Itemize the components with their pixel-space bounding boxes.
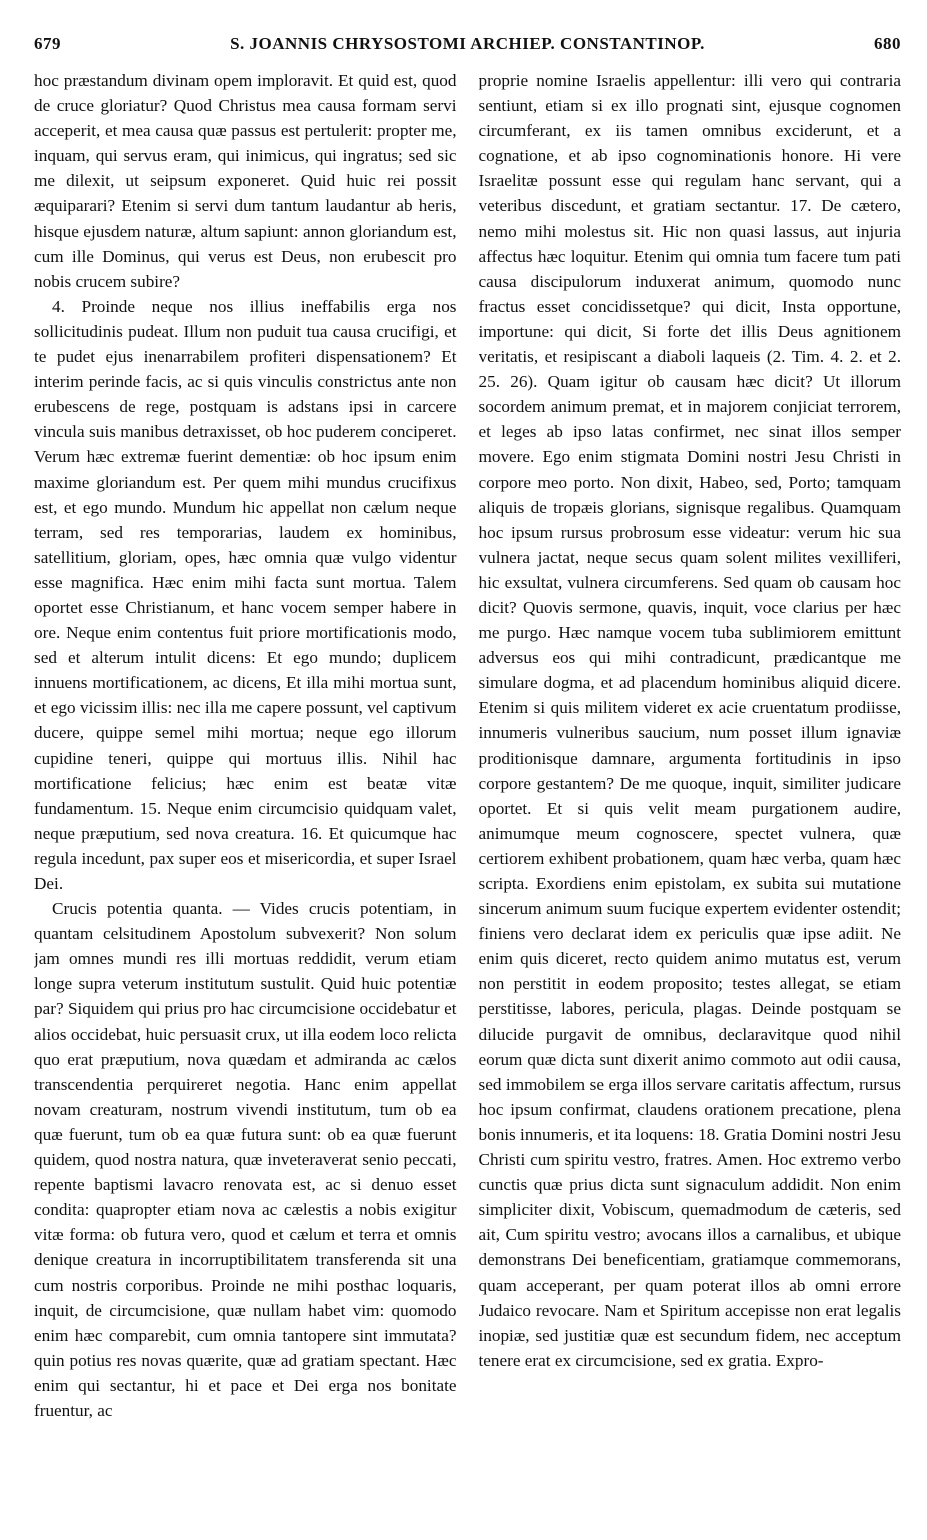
text-columns (34, 68, 901, 1538)
page-number-right: 680 (874, 34, 901, 53)
running-header (34, 34, 901, 62)
running-title: S. JOANNIS CHRYSOSTOMI ARCHIEP. CONSTANTINOP. (230, 34, 705, 53)
paragraph: 4. Proinde neque nos illius ineffabilis erga nos sollicitudinis pudeat. Illum non puduit tua causa crucifigi, et te pudet ejus inenarrabilem profiteri dispensationem? Et interim perinde facis, ac si quis vinculis constrictus ante non erubescens de rege, postquam is adstans ipsi in carcere vincula suis manibus detraxisset, ob hoc puderem conciperet. Verum hæc extremæ fuerint dementiæ: ob hoc ipsum enim maxime gloriandum est. Per quem mihi mundus crucifixus est, et ego mundo. Mundum hic appellat non cælum neque terram, sed res temporarias, laudem ex hominibus, satellitium, gloriam, opes, hæc omnia quæ vulgo videntur esse magnifica. Hæc enim mihi facta sunt mortua. Talem oportet esse Christianum, et hanc vocem semper habere in ore. Neque enim contentus fuit priore mortificationis modo, sed et alterum intulit dicens: Et ego mundo; duplicem innuens mortificationem, ac dicens, Et illa mihi mortua sunt, et ego vicissim illis: nec illa me capere possunt, vel captivum ducere, quippe semel mihi mortua; neque ego illorum cupidine teneri, quippe qui mortuus illis. Nihil hac mortificatione felicius; hæc enim est beatæ vitæ fundamentum. 15. Neque enim circumcisio quidquam valet, neque præputium, sed nova creatura. 16. Et quicumque hac regula incedunt, pax super eos et misericordia, et super Israel Dei. (34, 296, 457, 893)
left-column (34, 68, 457, 1538)
paragraph: proprie nomine Israelis appellentur: illi vero qui contraria sentiunt, etiam si ex illo prognati sint, ejusque cognomen circumferant, ex iis tamen omnibus exciderunt, et a cognatione, et ab ipso cognominationis honore. Hi vere Israelitæ possunt esse qui regulam hanc servant, qui a veteribus discedunt, et gratiam sectantur. 17. De cætero, nemo mihi molestus sit. Hic non quasi lassus, aut injuria affectus hæc loquitur. Etenim qui omnia tum facere tum pati causa discipulorum induxerat animum, quomodo nunc fractus esset concidissetque? qui dicit, Insta opportune, importune: qui dicit, Si forte det illis Deus agnitionem veritatis, et resipiscant a diaboli laqueis (2. Tim. 4. 2. et 2. 25. 26). Quam igitur ob causam hæc dicit? Ut illorum socordem animum premat, et in majorem conjiciat terrorem, et leges ab ipso latas confirmet, nec sinat illos semper movere. Ego enim stigmata Domini nostri Jesu Christi in corpore meo porto. Non dixit, Habeo, sed, Porto; tamquam aliquis de tropæis glorians, signisque regalibus. Quamquam hoc ipsum rursus probrosum esse videatur: verum hic sua vulnera jactat, neque secus quam solent milites vexilliferi, hic exsultat, vulnera circumferens. Sed quam ob causam hoc dicit? Quovis sermone, quavis, inquit, voce clarius per hæc me purgo. Hæc namque vocem tuba sublimiorem emittunt adversus eos qui mihi contradicunt, prædicantque me simulare dogma, et ad placendum hominibus aliquid dicere. Etenim si quis militem videret ex acie cruentatum prodiisse, innumeris vulneribus saucium, num posset illum ignaviæ proditionisque damnare, argumenta fortitudinis in ipso corpore gestantem? De me quoque, inquit, similiter judicare oportet. Et si quis velit meam purgationem audire, animumque meum cognoscere, spectet vulnera, quæ certiorem exhibent probationem, quam hæc verba, quam hæc scripta. Exordiens enim epistolam, ex subita sui mutatione sincerum animum suum fucique expertem evidenter ostendit; finiens vero declarat idem ex periculis quæ ipse adiit. Ne enim quis diceret, recto quidem animo mutatus est, verum non perstitit in eodem proposito; testes allegat, se etiam perstitisse, labores, pericula, plagas. Deinde postquam se dilucide purgavit de omnibus, declaravitque quod nihil eorum quæ dicta sunt dixerit animo commoto aut odii causa, sed immobilem se erga illos servare caritatis affectum, rursus hoc ipsum confirmat, claudens orationem precatione, plena bonis innumeris, et ita loquens: 18. Gratia Domini nostri Jesu Christi cum spiritu vestro, fratres. Amen. Hoc extremo verbo cunctis quæ prius dicta sunt signaculum addidit. Non enim simpliciter dixit, Vobiscum, quemadmodum de cæteris, sed ait, Cum spiritu vestro; avocans illos a carnalibus, et ubique demonstrans Dei beneficentiam, gratiamque commemorans, quam acceperant, per quam poterat illos ab omni errore Judaico revocare. Nam et Spiritum accepisse non erat legalis inopiæ, sed justitiæ quæ est secundum fidem, nec acceptum tenere erat ex circumcisione, sed ex gratia. Expro- (478, 71, 901, 1370)
paragraph: Crucis potentia quanta. — Vides crucis potentiam, in quantam celsitudinem Apostolum subvexerit? Non solum jam omnes mundi res illi mortuas reddidit, verum etiam longe supra veterum institutum sustulit. Quid huic potentiæ par? Siquidem qui prius pro hac circumcisione occidebatur et alios occidebat, huic persuasit crux, ut illa eodem loco relicta quo erat præputium, nova quædam et admiranda ac cælos transcendentia perquireret negotia. Hanc enim appellat novam creaturam, nostrum vivendi institutum, tum ob ea quæ fuerunt, tum ob ea quæ futura sunt: ob ea quæ fuerunt quidem, quod nostra natura, quæ inveteraverat senio peccati, repente baptismi lavacro renovata est, ac si denuo esset condita: quapropter etiam nova ac cælestis a nobis exigitur vitæ forma: ob futura vero, quod et cælum et terra et omnis denique creatura in incorruptibilitatem transferenda sit una cum nostris corporibus. Proinde ne mihi posthac loquaris, inquit, de circumcisione, quæ nullam habet vim: quomodo enim hæc comparebit, cum omnia tantopere sint immutata? quin potius res novas quærite, quæ ad gratiam spectant. Hæc enim qui sectantur, hi et pace et Dei erga nos bonitate fruentur, ac (34, 899, 457, 1420)
page-number-left: 679 (34, 34, 61, 53)
right-column (479, 68, 902, 1538)
paragraph: hoc præstandum divinam opem imploravit. Et quid est, quod de cruce gloriatur? Quod Christus mea causa formam servi acceperit, et mea causa quæ passus est pertulerit: propter me, inquam, qui servus eram, qui inimicus, qui ingratus; sed sic me dilexit, ut seipsum exponeret. Quid huic rei possit æquiparari? Etenim si servi dum tantum laudantur ab heris, hisque ejusdem naturæ, altum sapiunt: annon gloriandum est, cum ille Dominus, qui verus est Deus, non erubescit pro nobis crucem subire? (34, 71, 457, 291)
